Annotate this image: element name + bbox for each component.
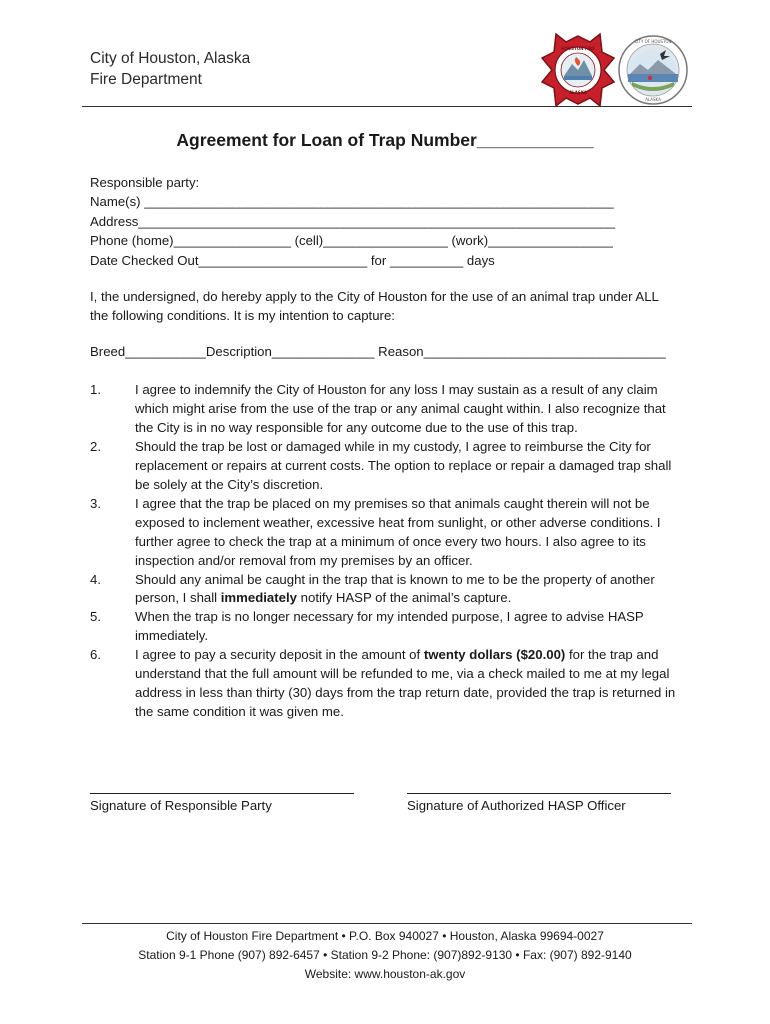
seal-lettering-bottom: ALASKA [645, 97, 661, 102]
footer-divider [82, 923, 692, 924]
item-text [135, 646, 682, 722]
item-text-part: for the trap and understand that the full amount will be refunded to me, via a check mailed to me at my legal address in less than thirty (30) days from the trap return date, provided the trap is returned in the same condition it was given me. [135, 647, 676, 720]
item-number: 2. [90, 438, 101, 454]
item-text: I agree to indemnify the City of Houston for any loss I may sustain as a result of any claim which might arise from the use of the trap or any animal caught within. I also recognize that the City is in no way responsible for any outcome due to the use of this trap. [135, 382, 666, 435]
responsible-party-signature-label: Signature of Responsible Party [90, 798, 272, 813]
responsible-party-signature-line[interactable] [90, 793, 354, 794]
header-divider [82, 106, 692, 107]
list-item [90, 571, 682, 609]
footer-address: City of Houston Fire Department • P.O. Box 940027 • Houston, Alaska 99694-0027 [166, 929, 604, 943]
department-name: Fire Department [90, 71, 202, 88]
logo-graphics [538, 30, 698, 110]
item-text: Should the trap be lost or damaged while in my custody, I agree to reimburse the City for replacement or repairs at current costs. The option to replace or repair a damaged trap shall be solely at the City’s discretion. [135, 438, 672, 492]
footer [0, 927, 770, 984]
item-number: 1. [90, 382, 101, 397]
item-text: I agree that the trap be placed on my premises so that animals caught therein will not be exposed to inclement weather, excessive heat from sunlight, or other adverse conditions. I further agree to check the trap at a minimum of once every two hours. I also agree to its inspection and/or removal from my premises by an officer. [135, 495, 661, 568]
footer-website[interactable]: Website: www.houston-ak.gov [304, 967, 466, 981]
city-name: City of Houston, Alaska [90, 50, 251, 67]
list-item [90, 495, 682, 571]
phone-fields[interactable]: Phone (home)________________ (cell)_________________ (work)_________________ [90, 233, 613, 249]
page-title: Agreement for Loan of Trap Number____________ [176, 130, 594, 150]
item-number: 5. [90, 609, 101, 625]
address-field[interactable]: Address_________________________________________________________________ [90, 213, 616, 229]
list-item [90, 608, 682, 646]
list-item [90, 438, 682, 495]
city-seal-logo [619, 36, 687, 104]
hasp-officer-signature-line[interactable] [407, 793, 671, 794]
fire-department-badge-logo [542, 34, 614, 106]
logos [538, 30, 698, 110]
item-number: 6. [90, 647, 101, 663]
item-number: 4. [90, 571, 101, 587]
capture-details-field[interactable]: Breed___________Description______________ Reason_________________________________ [90, 344, 666, 359]
item-text-part: Should any animal be caught in the trap that is known to me to be the property of another person, I shall [135, 571, 655, 606]
item-text [135, 571, 682, 609]
conditions-list [90, 381, 682, 722]
responsible-party-label: Responsible party: [90, 175, 200, 190]
item-text-part: I agree to pay a security deposit in the amount of [135, 647, 424, 663]
hasp-officer-signature-label: Signature of Authorized HASP Officer [407, 798, 626, 813]
item-text: When the trap is no longer necessary for my intended purpose, I agree to advise HASP immediately. [135, 609, 644, 644]
emphasis-text: immediately [220, 590, 297, 606]
list-item [90, 381, 682, 438]
date-checked-out-field[interactable]: Date Checked Out_______________________ for __________ days [90, 252, 495, 268]
names-field[interactable]: Name(s) ________________________________________________________________ [90, 194, 614, 210]
seal-lettering: CITY OF HOUSTON [634, 39, 672, 44]
letterhead [90, 48, 250, 90]
intro-paragraph: I, the undersigned, do hereby apply to the City of Houston for the use of an animal trap under ALL the following conditions. It is my intention to capture: [90, 289, 659, 324]
item-text-part: notify HASP of the animal’s capture. [297, 590, 512, 606]
emphasis-text: twenty dollars ($20.00) [423, 647, 566, 663]
badge-lettering: HOUSTON FIRE [561, 46, 595, 51]
badge-lettering-bottom: ALASKA [569, 90, 587, 95]
borrower-fields [90, 173, 615, 270]
item-number: 3. [90, 495, 101, 511]
footer-phones: Station 9-1 Phone (907) 892-6457 • Station 9-2 Phone: (907)892-9130 • Fax: (907) 892-9140 [138, 948, 632, 962]
list-item [90, 646, 682, 722]
